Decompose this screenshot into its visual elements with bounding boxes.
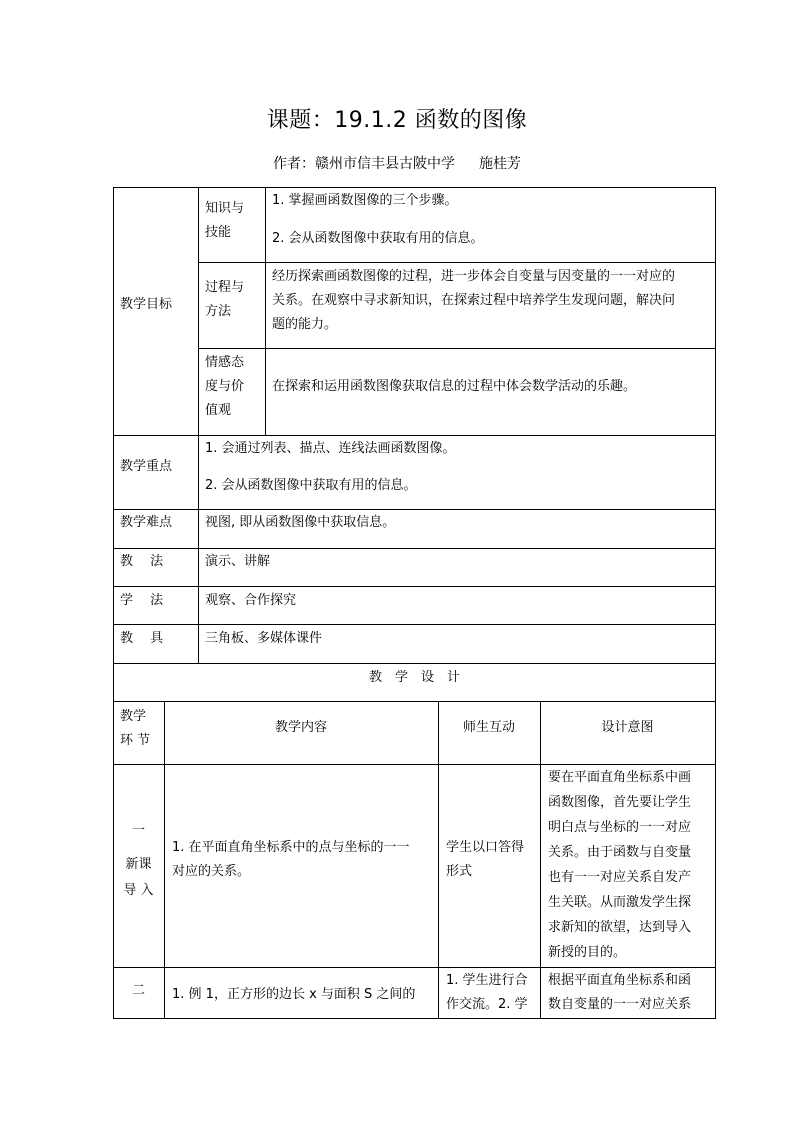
row1-stage-1: 一 (131, 823, 145, 838)
row1-intent-5: 也有一一对应关系自发产 (548, 870, 692, 885)
process-line-3: 题的能力。 (272, 317, 338, 332)
key-points-label: 教学重点 (120, 459, 173, 474)
author-name: 施桂芳 (479, 156, 521, 172)
process-label-2: 方法 (205, 304, 232, 319)
difficulty-text: 视图, 即从函数图像中获取信息。 (205, 515, 396, 530)
learn-method-text: 观察、合作探究 (205, 593, 297, 608)
row1-intent-1: 要在平面直角坐标系中画 (548, 770, 692, 785)
row1-interaction-2: 形式 (446, 864, 473, 879)
emotion-label-2: 度与价 (205, 379, 245, 394)
row2-stage: 二 (131, 983, 145, 998)
col-intent: 设计意图 (601, 720, 654, 735)
knowledge-item-1: 1. 掌握画函数图像的三个步骤。 (272, 193, 458, 208)
row1-intent-8: 新授的目的。 (548, 945, 627, 960)
row2-interaction-2: 作交流。2. 学 (446, 997, 528, 1012)
knowledge-item-2: 2. 会从函数图像中获取有用的信息。 (272, 231, 484, 246)
tools-label: 教 具 (120, 631, 164, 646)
row2-intent-1: 根据平面直角坐标系和函 (548, 973, 692, 988)
row1-content-2: 对应的关系。 (172, 864, 251, 879)
row1-intent-6: 生关联。从而激发学生探 (548, 895, 692, 910)
row2-intent-2: 数自变量的一一对应关系 (548, 997, 692, 1012)
author-affiliation: 作者：赣州市信丰县古陂中学 (273, 156, 455, 172)
row1-intent-3: 明白点与坐标的一一对应 (548, 820, 692, 835)
process-line-2: 关系。在观察中寻求新知识，在探索过程中培养学生发现问题，解决问 (272, 293, 676, 308)
teach-method-text: 演示、讲解 (205, 554, 271, 569)
goals-label: 教学目标 (120, 297, 173, 312)
tools-text: 三角板、多媒体课件 (205, 631, 323, 646)
knowledge-label-2: 技能 (205, 225, 232, 240)
emotion-text: 在探索和运用函数图像获取信息的过程中体会数学活动的乐趣。 (272, 379, 637, 394)
row1-intent-7: 求新知的欲望，达到导入 (548, 920, 692, 935)
teach-method-label: 教 法 (120, 554, 164, 569)
emotion-label-3: 值观 (205, 403, 232, 418)
row1-interaction-1: 学生以口答得 (446, 840, 525, 855)
row2-interaction-1: 1. 学生进行合 (446, 973, 528, 988)
emotion-label-1: 情感态 (205, 355, 245, 370)
row1-stage-2: 新课 (125, 857, 152, 872)
row1-intent-2: 函数图像，首先要让学生 (548, 795, 692, 810)
design-header: 教 学 设 计 (368, 670, 460, 685)
col-content: 教学内容 (274, 720, 327, 735)
row2-content: 1. 例 1，正方形的边长 x 与面积 S 之间的 (172, 987, 416, 1002)
col-stage-1: 教学 (120, 709, 147, 724)
col-stage-2: 环 节 (120, 733, 151, 748)
process-line-1: 经历探索画函数图像的过程，进一步体会自变量与因变量的一一对应的 (272, 269, 676, 284)
process-label-1: 过程与 (205, 280, 245, 295)
knowledge-label-1: 知识与 (205, 201, 245, 216)
row1-intent-4: 关系。由于函数与自变量 (548, 845, 692, 860)
learn-method-label: 学 法 (120, 593, 164, 608)
col-interaction: 师生互动 (462, 720, 515, 735)
row1-content-1: 1. 在平面直角坐标系中的点与坐标的一一 (172, 840, 410, 855)
page-title: 课题：19.1.2 函数的图像 (266, 108, 528, 133)
difficulty-label: 教学难点 (120, 515, 173, 530)
key-point-2: 2. 会从函数图像中获取有用的信息。 (205, 478, 417, 493)
row1-stage-3: 导 入 (123, 883, 154, 898)
key-point-1: 1. 会通过列表、描点、连线法画函数图像。 (205, 441, 456, 456)
